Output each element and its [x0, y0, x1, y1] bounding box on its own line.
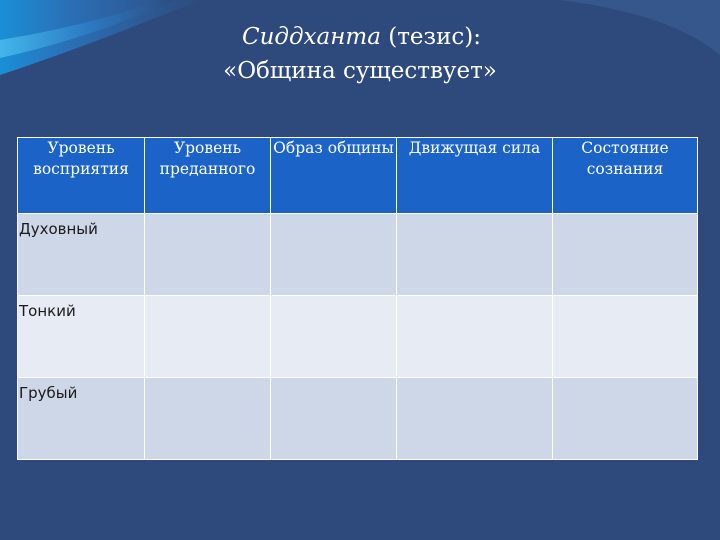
- table-cell: [397, 214, 553, 296]
- table-cell: [145, 296, 271, 378]
- row-label: Грубый: [18, 378, 145, 460]
- table-cell: [397, 378, 553, 460]
- slide-title: [0, 20, 720, 88]
- header-row: [18, 138, 698, 214]
- table-cell: [145, 378, 271, 460]
- table-row: [18, 296, 698, 378]
- title-line2: «Община существует»: [223, 58, 497, 84]
- header-cell: Уровень восприятия: [18, 138, 145, 214]
- table-row: [18, 378, 698, 460]
- table-cell: [553, 378, 698, 460]
- table-cell: [553, 296, 698, 378]
- table-cell: [271, 214, 397, 296]
- table-cell: [145, 214, 271, 296]
- row-label: Тонкий: [18, 296, 145, 378]
- table-cell: [397, 296, 553, 378]
- row-label: Духовный: [18, 214, 145, 296]
- title-italic: Сиддханта: [241, 24, 381, 50]
- table-row: [18, 214, 698, 296]
- table-cell: [553, 214, 698, 296]
- header-cell: Движущая сила: [397, 138, 553, 214]
- table-cell: [271, 296, 397, 378]
- header-cell: Состояние сознания: [553, 138, 698, 214]
- thesis-table: [17, 137, 698, 460]
- table-cell: [271, 378, 397, 460]
- header-cell: Образ общины: [271, 138, 397, 214]
- header-cell: Уровень преданного: [145, 138, 271, 214]
- title-rest: (тезис):: [380, 24, 482, 50]
